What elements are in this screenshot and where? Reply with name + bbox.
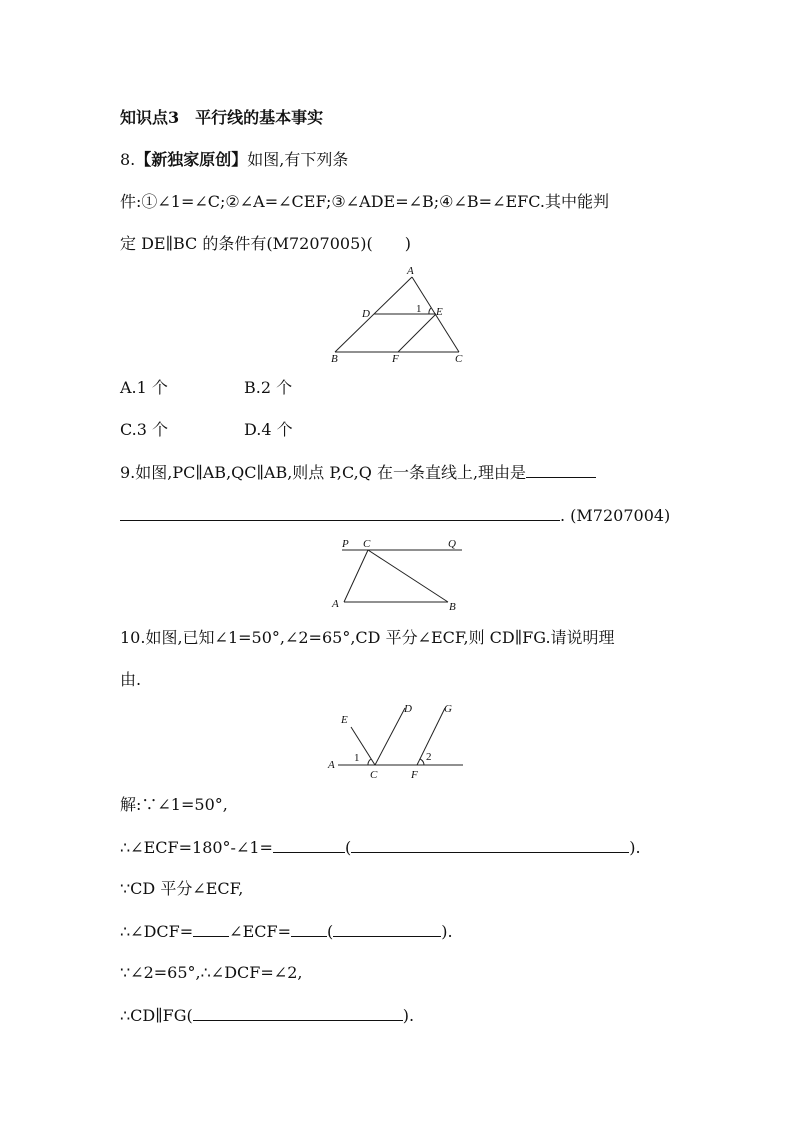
q10-label-g: G <box>444 703 452 715</box>
q10-ray-cd <box>375 708 405 765</box>
q10-solution-line2 <box>120 837 641 858</box>
q10-solution-line4 <box>120 921 453 942</box>
q8-line1 <box>120 150 348 170</box>
q8-line1-text: 如图,有下列条 <box>247 150 349 169</box>
q10-s4-suffix: ). <box>441 922 453 941</box>
q9-label-a: A <box>332 598 339 610</box>
q8-number: 8. <box>120 150 136 169</box>
q9-label-q: Q <box>448 538 456 550</box>
q9-line2-suffix: . (M7207004) <box>560 506 671 525</box>
q10-solution-line1: 解:∵∠1=50°, <box>120 795 228 814</box>
q10-angle2-arc <box>420 759 424 765</box>
section-title: 知识点3 平行线的基本事实 <box>120 108 324 127</box>
q10-label-f: F <box>411 769 418 781</box>
q10-s2-prefix: ∴∠ECF=180°-∠1= <box>120 838 273 857</box>
q10-dcf-fraction-blank[interactable] <box>193 921 229 937</box>
q9-figure <box>330 534 465 614</box>
q10-dcf-value-blank[interactable] <box>291 921 327 937</box>
q10-line2: 由. <box>120 670 142 689</box>
q8-option-c[interactable]: C.3 个 <box>120 420 169 439</box>
q8-option-d[interactable]: D.4 个 <box>244 420 293 439</box>
q8-label-a: A <box>407 265 414 277</box>
q10-label-e: E <box>341 714 348 726</box>
q10-s4-paren-open: ( <box>327 922 334 941</box>
q10-ecf-reason-blank[interactable] <box>351 837 629 853</box>
q8-line3: 定 DE∥BC 的条件有(M7207005)( ) <box>120 234 411 253</box>
q8-line2: 件:①∠1=∠C;②∠A=∠CEF;③∠ADE=∠B;④∠B=∠EFC.其中能判 <box>120 192 610 211</box>
q10-ecf-value-blank[interactable] <box>273 837 345 853</box>
q9-answer-blank-2[interactable] <box>120 505 560 521</box>
q9-label-b: B <box>449 601 456 613</box>
q10-s6-suffix: ). <box>402 1006 415 1025</box>
q9-line1 <box>120 462 596 483</box>
q8-segment-ef <box>398 314 436 352</box>
q10-solution-line5: ∵∠2=65°,∴∠DCF=∠2, <box>120 963 303 982</box>
q8-label-c: C <box>455 353 463 365</box>
q9-segment-cb <box>368 550 448 602</box>
q10-label-angle1: 1 <box>354 752 360 764</box>
q8-figure <box>325 262 470 367</box>
q9-segment-ca <box>344 550 368 602</box>
q8-label-f: F <box>392 353 399 365</box>
q10-solution-line3: ∵CD 平分∠ECF, <box>120 879 244 898</box>
q10-s6-prefix: ∴CD∥FG( <box>120 1006 193 1025</box>
q10-dcf-reason-blank[interactable] <box>333 921 441 937</box>
q10-line1: 10.如图,已知∠1=50°,∠2=65°,CD 平分∠ECF,则 CD∥FG.请说明理 <box>120 628 615 647</box>
q8-tag: 【新独家原创】 <box>135 150 248 169</box>
q10-label-d: D <box>404 703 412 715</box>
q9-label-c: C <box>363 538 371 550</box>
q10-angle1-arc <box>368 759 371 765</box>
q10-s2-paren-open: ( <box>344 838 352 857</box>
q10-label-a: A <box>328 759 335 771</box>
q10-solution-line6 <box>120 1005 414 1026</box>
q10-parallel-reason-blank[interactable] <box>193 1005 403 1021</box>
q9-line1-text: 9.如图,PC∥AB,QC∥AB,则点 P,C,Q 在一条直线上,理由是 <box>120 463 527 482</box>
q10-label-angle2: 2 <box>426 751 432 763</box>
q10-s2-suffix: ). <box>629 838 641 857</box>
q9-label-p: P <box>342 538 349 550</box>
q10-s4-prefix: ∴∠DCF= <box>120 922 194 941</box>
q8-label-d: D <box>362 308 370 320</box>
q10-label-c: C <box>370 769 378 781</box>
q8-option-b[interactable]: B.2 个 <box>244 378 293 397</box>
q10-s4-mid: ∠ECF= <box>229 922 292 941</box>
q8-option-a[interactable]: A.1 个 <box>120 378 168 397</box>
q10-figure <box>325 698 470 783</box>
q8-label-b: B <box>331 353 338 365</box>
q9-answer-blank-1[interactable] <box>526 462 596 478</box>
q9-line2 <box>120 505 670 526</box>
q8-angle1-arc <box>429 308 431 314</box>
q8-label-angle1: 1 <box>416 303 422 315</box>
q8-label-e: E <box>436 306 443 318</box>
